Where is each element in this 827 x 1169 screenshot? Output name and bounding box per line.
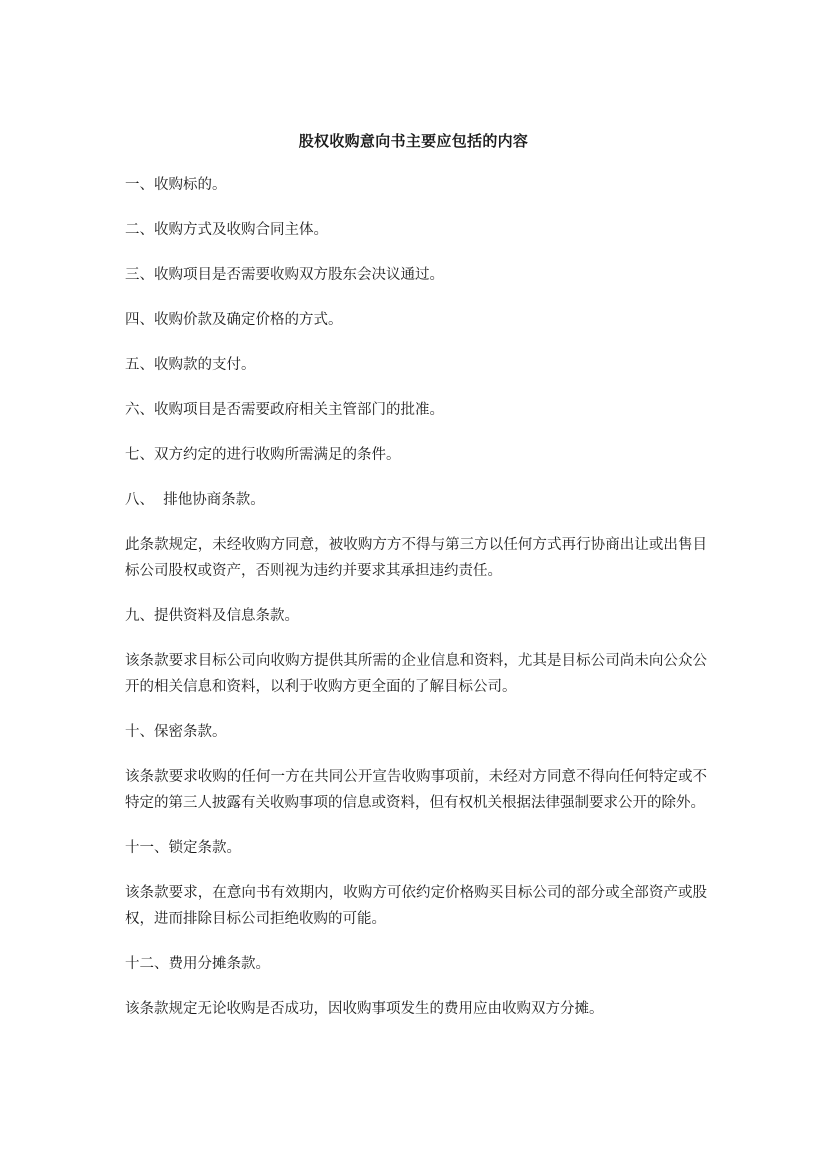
paragraph-item-7: 七、双方约定的进行收购所需满足的条件。 [125,447,401,463]
document-body [125,172,707,1041]
paragraph-body-10: 该条款要求收购的任何一方在共同公开宣告收购事项前，未经对方同意不得向任何特定或不特定的第三人披露有关收购事项的信息或资料，但有权机关根据法律强制要求公开的除外。 [125,769,707,811]
paragraph-body-12: 该条款规定无论收购是否成功，因收购事项发生的费用应由收购双方分摊。 [125,1001,604,1017]
paragraph-item-10: 十、保密条款。 [125,724,227,740]
document-title: 股权收购意向书主要应包括的内容 [298,132,529,150]
paragraph-item-12: 十二、费用分摊条款。 [125,956,270,972]
paragraph-body-8: 此条款规定，未经收购方同意，被收购方方不得与第三方以任何方式再行协商出让或出售目标公司股权或资产，否则视为违约并要求其承担违约责任。 [125,537,707,579]
paragraph-item-4: 四、收购价款及确定价格的方式。 [125,312,343,328]
paragraph-item-9: 九、提供资料及信息条款。 [125,608,299,624]
paragraph-item-8: 八、 排他协商条款。 [125,492,265,508]
paragraph-item-3: 三、收购项目是否需要收购双方股东会决议通过。 [125,267,444,283]
paragraph-item-6: 六、收购项目是否需要政府相关主管部门的批准。 [125,402,444,418]
paragraph-body-11: 该条款要求，在意向书有效期内，收购方可依约定价格购买目标公司的部分或全部资产或股权，进而排除目标公司拒绝收购的可能。 [125,885,707,927]
paragraph-item-5: 五、收购款的支付。 [125,357,256,373]
paragraph-body-9: 该条款要求目标公司向收购方提供其所需的企业信息和资料，尤其是目标公司尚未向公众公开的相关信息和资料，以利于收购方更全面的了解目标公司。 [125,653,707,695]
paragraph-item-11: 十一、锁定条款。 [125,840,241,856]
paragraph-item-2: 二、收购方式及收购合同主体。 [125,222,328,238]
paragraph-item-1: 一、收购标的。 [125,177,227,193]
